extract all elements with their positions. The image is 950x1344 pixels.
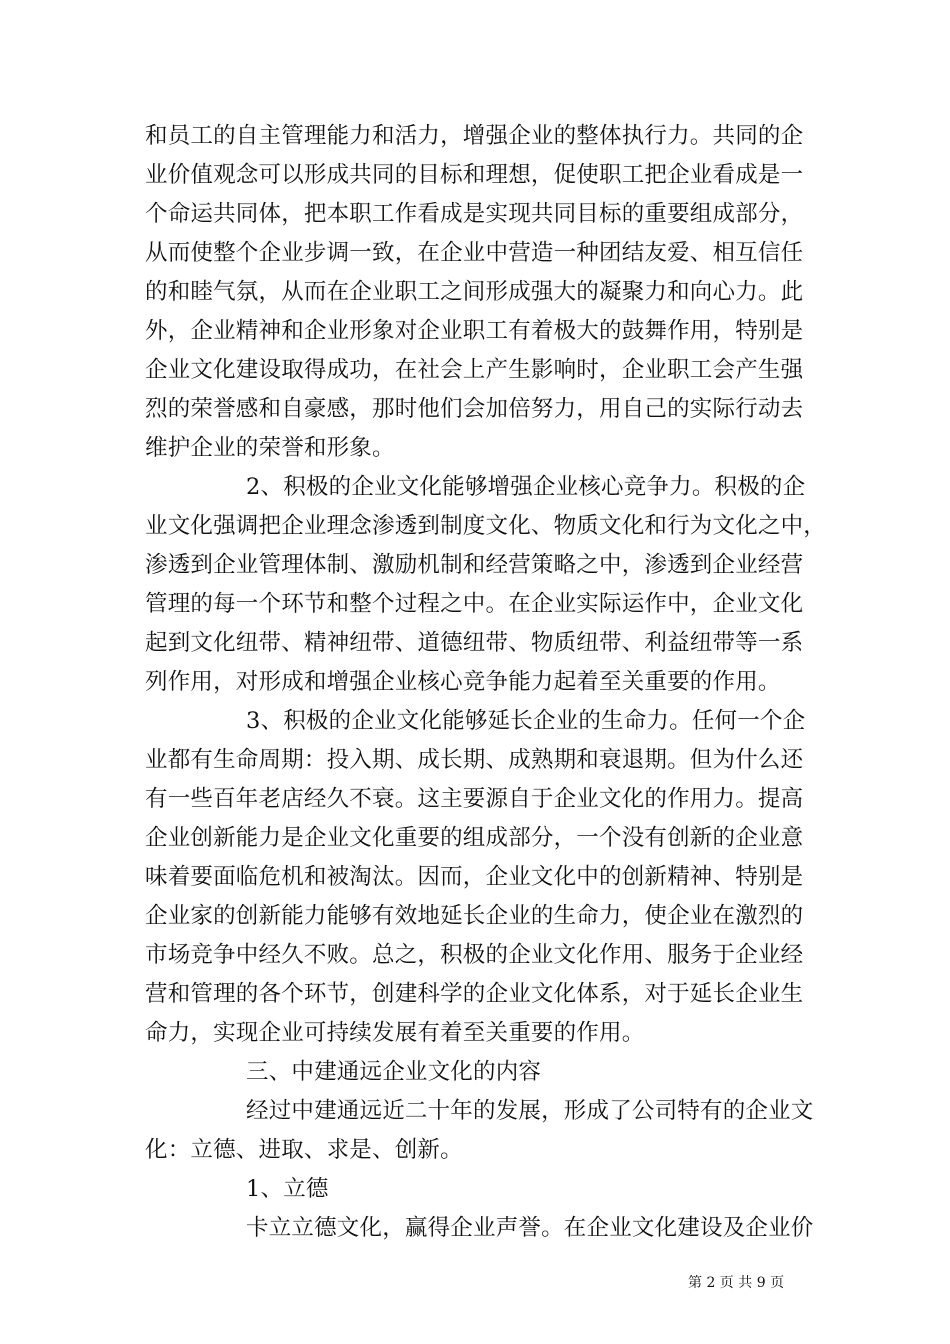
text-line: 和员工的自主管理能力和活力，增强企业的整体执行力。共同的企 xyxy=(145,123,804,149)
text-line: 列作用，对形成和增强企业核心竞争能力起着至关重要的作用。 xyxy=(145,669,781,695)
text-line: 营和管理的各个环节，创建科学的企业文化体系，对于延长企业生 xyxy=(145,981,804,1007)
text-line: 管理的每一个环节和整个过程之中。在企业实际运作中，企业文化 xyxy=(145,591,804,617)
text-line: 企业创新能力是企业文化重要的组成部分，一个没有创新的企业意 xyxy=(145,825,804,851)
text-line: 个命运共同体，把本职工作看成是实现共同目标的重要组成部分， xyxy=(145,201,804,227)
text-line: 市场竞争中经久不败。总之，积极的企业文化作用、服务于企业经 xyxy=(145,942,804,968)
section-heading: 三、中建通远企业文化的内容 xyxy=(246,1059,542,1085)
text-line: 经过中建通远近二十年的发展，形成了公司特有的企业文 xyxy=(246,1098,814,1124)
text-line: 业文化强调把企业理念渗透到制度文化、物质文化和行为文化之中， xyxy=(145,513,827,539)
text-line: 2、积极的企业文化能够增强企业核心竞争力。积极的企 xyxy=(246,474,806,500)
text-line: 企业文化建设取得成功，在社会上产生影响时，企业职工会产生强 xyxy=(145,357,804,383)
text-line: 卡立立德文化，赢得企业声誉。在企业文化建设及企业价 xyxy=(246,1215,814,1241)
text-line: 业价值观念可以形成共同的目标和理想，促使职工把企业看成是一 xyxy=(145,162,804,188)
text-line: 3、积极的企业文化能够延长企业的生命力。任何一个企 xyxy=(246,708,806,734)
text-line: 味着要面临危机和被淘汰。因而，企业文化中的创新精神、特别是 xyxy=(145,864,804,890)
text-line: 烈的荣誉感和自豪感，那时他们会加倍努力，用自己的实际行动去 xyxy=(145,396,804,422)
text-line: 渗透到企业管理体制、激励机制和经营策略之中，渗透到企业经营 xyxy=(145,552,804,578)
text-line: 的和睦气氛，从而在企业职工之间形成强大的凝聚力和向心力。此 xyxy=(145,279,804,305)
text-line: 企业家的创新能力能够有效地延长企业的生命力，使企业在激烈的 xyxy=(145,903,804,929)
text-line: 外，企业精神和企业形象对企业职工有着极大的鼓舞作用，特别是 xyxy=(145,318,804,344)
text-line: 有一些百年老店经久不衰。这主要源自于企业文化的作用力。提高 xyxy=(145,786,804,812)
page-number-footer: 第 2 页 共 9 页 xyxy=(688,1275,785,1291)
text-line: 起到文化纽带、精神纽带、道德纽带、物质纽带、利益纽带等一系 xyxy=(145,630,804,656)
text-line: 维护企业的荣誉和形象。 xyxy=(145,435,395,461)
text-line: 业都有生命周期：投入期、成长期、成熟期和衰退期。但为什么还 xyxy=(145,747,804,773)
text-line: 化：立德、进取、求是、创新。 xyxy=(145,1137,463,1163)
subsection-heading: 1、立德 xyxy=(246,1176,329,1202)
text-line: 从而使整个企业步调一致，在企业中营造一种团结友爱、相互信任 xyxy=(145,240,804,266)
text-line: 命力，实现企业可持续发展有着至关重要的作用。 xyxy=(145,1020,645,1046)
